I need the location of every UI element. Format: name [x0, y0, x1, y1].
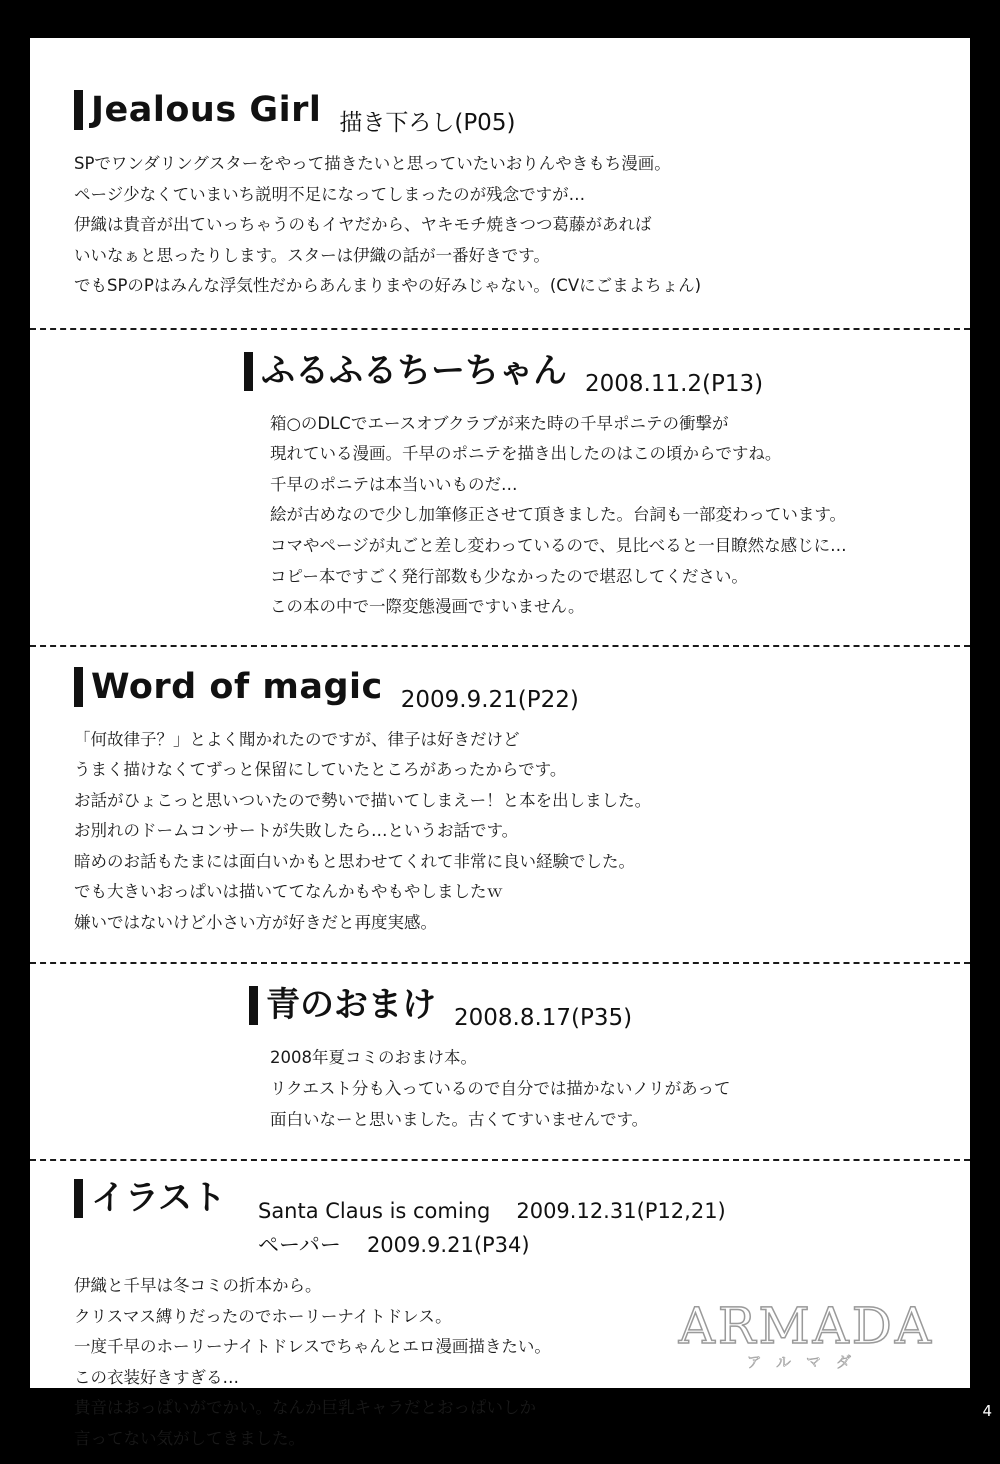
section-date: 描き下ろし(P05) [339, 110, 516, 137]
section-date: 2008.8.17(P35) [454, 1005, 633, 1032]
body-line: でも大きいおっぱいは描いててなんかもやもやしましたｗ [74, 882, 503, 902]
title-group [74, 90, 321, 130]
body-line: 一度千早のホーリーナイトドレスでちゃんとエロ漫画描きたい。 [74, 1337, 551, 1357]
section-title: 青のおまけ [266, 985, 436, 1026]
section-title: イラスト [91, 1178, 226, 1219]
section-header [74, 352, 926, 397]
body-line: 貴音はおっぱいがでかい。なんか巨乳キャラだとおっぱいしか [74, 1398, 536, 1418]
section-body [74, 409, 926, 623]
section-header [74, 986, 926, 1031]
body-line: お話がひょこっと思いついたので勢いで描いてしまえー！と本を出しました。 [74, 790, 652, 810]
body-line: でもSPのPはみんな浮気性だからあんまりまやの好みじゃない。(CVにごまよちょん) [74, 276, 702, 296]
section-jealous-girl [30, 38, 970, 328]
section-title: Word of magic [91, 666, 383, 707]
body-line: 2008年夏コミのおまけ本。 [270, 1048, 477, 1068]
illust-entry [258, 1199, 726, 1223]
illust-entry-list [244, 1199, 726, 1259]
section-furufuru-chi-chan [30, 330, 970, 645]
body-line: コピー本ですごく発行部数も少なかったので堪忍してください。 [270, 566, 748, 586]
body-line: 暗めのお話もたまには面白いかもと思わせてくれて非常に良い経験でした。 [74, 851, 635, 871]
section-header [74, 1179, 926, 1259]
logo-wordmark: ARMADA [678, 1297, 934, 1355]
body-line: 伊織は貴音が出ていっちゃうのもイヤだから、ヤキモチ焼きつつ葛藤があれば [74, 215, 652, 235]
body-line: 箱○のDLCでエースオブクラブが来た時の千早ポニテの衝撃が [270, 413, 729, 433]
document-page [30, 38, 970, 1448]
section-date: 2009.9.21(P22) [400, 686, 579, 713]
body-line: 伊織と千早は冬コミの折本から。 [74, 1276, 322, 1296]
section-word-of-magic [30, 647, 970, 963]
section-body [74, 1043, 926, 1135]
publisher-logo [678, 1297, 934, 1371]
section-body [74, 149, 926, 302]
title-group [244, 352, 567, 391]
body-line: この本の中で一際変態漫画ですいません。 [270, 597, 585, 617]
section-header [74, 667, 926, 713]
body-line: 千早のポニテは本当いいものだ… [270, 474, 518, 494]
body-line: いいなぁと思ったりします。スターは伊織の話が一番好きです。 [74, 245, 550, 265]
title-group [249, 986, 436, 1025]
body-line: 言ってない気がしてきました。 [74, 1428, 305, 1448]
body-line: SPでワンダリングスターをやって描きたいと思っていたいおりんやきもち漫画。 [74, 154, 671, 174]
title-bar-marker [244, 352, 253, 391]
illust-entry-label: ペーパー [257, 1233, 341, 1258]
title-bar-marker [249, 986, 258, 1025]
body-line: クリスマス縛りだったのでホーリーナイトドレス。 [74, 1306, 452, 1326]
illust-entry-date: 2009.9.21(P34) [366, 1233, 530, 1258]
title-bar-marker [74, 90, 83, 130]
body-line: ページ少なくていまいち説明不足になってしまったのが残念ですが… [74, 184, 586, 204]
section-title: Jealous Girl [91, 90, 322, 130]
body-line: 絵が古めなので少し加筆修正させて頂きました。台詞も一部変わっています。 [270, 505, 847, 525]
section-title: ふるふるちーちゃん [261, 350, 567, 391]
body-line: お別れのドームコンサートが失敗したら…というお話です。 [74, 821, 519, 841]
body-line: 「何故律子？」とよく聞かれたのですが、律子は好きだけど [74, 729, 520, 749]
section-header [74, 90, 926, 137]
body-line: 面白いなーと思いました。古くてすいませんです。 [270, 1109, 649, 1129]
body-line: 現れている漫画。千早のポニテを描き出したのはこの頃からですね。 [270, 444, 782, 464]
section-body [74, 725, 926, 939]
illust-entry-label: Santa Claus is coming [257, 1199, 491, 1224]
page-number: 4 [982, 1402, 992, 1420]
illust-entry [258, 1229, 726, 1259]
title-bar-marker [74, 1179, 83, 1218]
body-line: 嫌いではないけど小さい方が好きだと再度実感。 [74, 912, 437, 932]
illust-entry-date: 2009.12.31(P12,21) [516, 1199, 726, 1224]
title-bar-marker [74, 667, 83, 707]
section-date: 2008.11.2(P13) [585, 370, 764, 397]
body-line: うまく描けなくてずっと保留にしていたところがあったからです。 [74, 760, 567, 780]
section-ao-no-omake [30, 964, 970, 1159]
body-line: この衣装好きすぎる… [74, 1367, 239, 1387]
title-group [74, 1179, 226, 1218]
body-line: リクエスト分も入っているので自分では描かないノリがあって [270, 1079, 731, 1098]
body-line: コマやページが丸ごと差し変わっているので、見比べると一目瞭然な感じに… [270, 535, 847, 555]
title-group [74, 667, 383, 707]
logo-subtitle: アルマダ [746, 1353, 867, 1371]
